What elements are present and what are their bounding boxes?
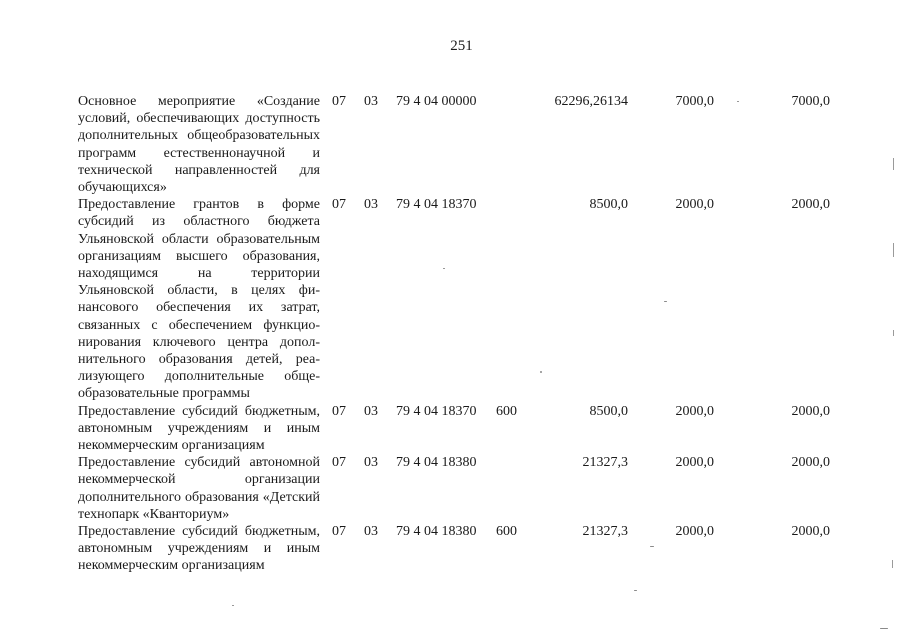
row-section-code: 07: [332, 455, 346, 471]
scan-edge-mark: [893, 243, 894, 257]
row-name: Предоставление субсидий бюджетным, автономным учреждениям и иным некоммерческим организациям: [78, 403, 320, 454]
scan-edge-mark: [893, 158, 894, 170]
row-amount-year-3: 2000,0: [791, 197, 830, 213]
row-target-article: 79 4 04 18370: [396, 197, 477, 213]
row-target-article: 79 4 04 18380: [396, 524, 477, 540]
scan-speck: [540, 371, 542, 373]
row-amount-year-2: 2000,0: [675, 455, 714, 471]
scan-speck: [737, 101, 739, 102]
scan-speck: [634, 590, 637, 591]
budget-table: [78, 93, 838, 575]
row-name: Основное мероприятие «Создание условий, обеспечивающих доступность дополнительных общеобразовательных программ естественнонаучной и технической направленностей для обучающихся»: [78, 94, 320, 196]
scan-speck: [232, 605, 234, 606]
row-expense-type: 600: [496, 524, 517, 540]
row-amount-year-1: 21327,3: [582, 455, 628, 471]
row-name: Предоставление субсидий бюджетным, автономным учреждениям и иным некоммерческим организациям: [78, 524, 320, 574]
row-section-code: 07: [332, 524, 346, 540]
row-section-code: 07: [332, 197, 346, 213]
table-row: [78, 196, 838, 402]
scan-speck: [664, 301, 667, 302]
row-amount-year-2: 7000,0: [675, 94, 714, 109]
table-row: [78, 403, 838, 455]
table-row: [78, 454, 838, 523]
scan-edge-mark: [893, 330, 894, 336]
row-amount-year-2: 2000,0: [675, 197, 714, 213]
scan-speck: [443, 268, 445, 269]
row-subsection-code: 03: [364, 524, 378, 540]
row-section-code: 07: [332, 403, 346, 419]
row-amount-year-1: 8500,0: [589, 197, 628, 213]
row-subsection-code: 03: [364, 403, 378, 419]
row-amount-year-1: 8500,0: [589, 403, 628, 419]
row-amount-year-1: 62296,26134: [554, 94, 628, 109]
scan-speck: [650, 546, 654, 547]
table-row: [78, 93, 838, 196]
row-target-article: 79 4 04 18380: [396, 455, 477, 471]
row-target-article: 79 4 04 00000: [396, 94, 477, 109]
row-subsection-code: 03: [364, 94, 378, 109]
row-amount-year-3: 2000,0: [791, 524, 830, 540]
row-amount-year-1: 21327,3: [582, 524, 628, 540]
row-subsection-code: 03: [364, 197, 378, 213]
row-section-code: 07: [332, 94, 346, 109]
scan-speck: [880, 628, 888, 629]
row-amount-year-2: 2000,0: [675, 524, 714, 540]
row-expense-type: 600: [496, 403, 517, 419]
row-amount-year-2: 2000,0: [675, 403, 714, 419]
row-amount-year-3: 7000,0: [791, 94, 830, 109]
row-amount-year-3: 2000,0: [791, 455, 830, 471]
row-subsection-code: 03: [364, 455, 378, 471]
row-amount-year-3: 2000,0: [791, 403, 830, 419]
row-name: Предоставление субсидий автономной некоммерческой организации дополнительного образования «Детский технопарк «Кванториум»: [78, 455, 320, 522]
row-name: Предоставление грантов в форме субсидий из областного бюджета Ульяновской области образовательным организациям высшего образования, находящимся на территории Ульяновской области, в целях финансового обеспечения их затрат, связанных с обеспечением функционирования ключевого центра дополнительного образования детей, реализующего дополнительные общеобразовательные программы: [78, 197, 320, 402]
scan-edge-mark: [892, 560, 893, 568]
table-row: [78, 523, 838, 575]
page-number: 251: [450, 38, 473, 54]
row-target-article: 79 4 04 18370: [396, 403, 477, 419]
